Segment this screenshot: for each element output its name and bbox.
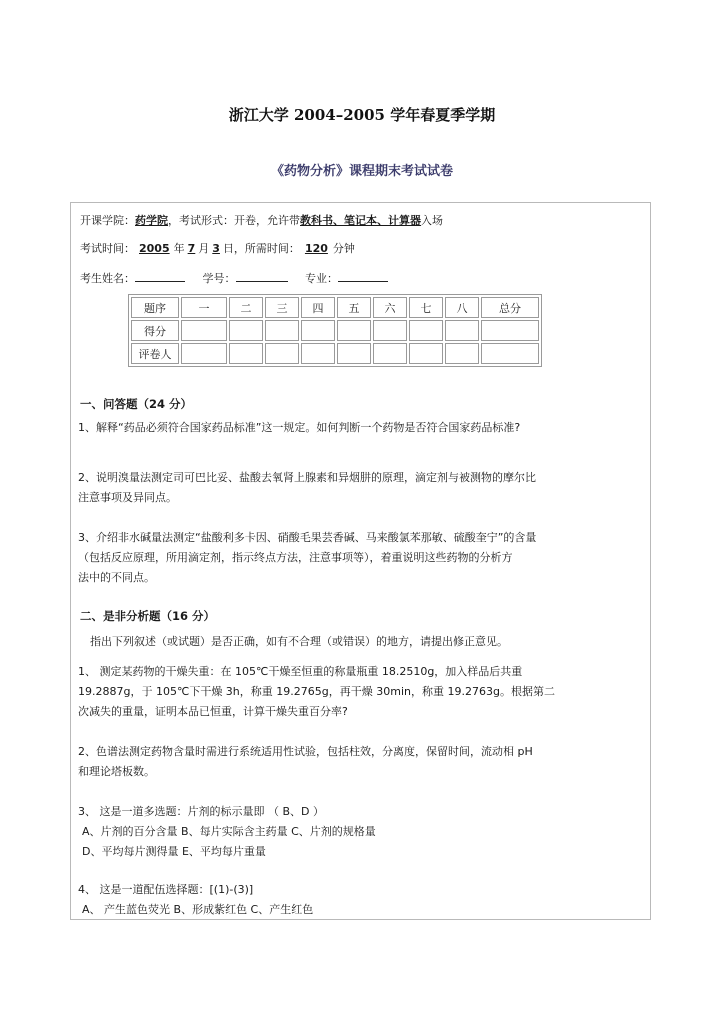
year-value: 2005 xyxy=(139,242,170,255)
section1-q2-line1: 2、说明溴量法测定司可巴比妥、盐酸去氧肾上腺素和异烟肼的原理，滴定剂与被测物的摩尔比 xyxy=(78,471,536,484)
section1-q3-line1: 3、介绍非水碱量法测定“盐酸利多卡因、硝酸毛果芸香碱、马来酸氯苯那敏、硫酸奎宁”的含量 xyxy=(78,531,537,544)
section1-q1: 1、解释“药品必须符合国家药品标准”这一规定。如何判断一个药物是否符合国家药品标准? xyxy=(78,421,521,434)
grader-cell[interactable] xyxy=(181,343,227,364)
id-blank[interactable] xyxy=(236,270,288,282)
header-cell: 总分 xyxy=(481,297,539,318)
year-unit: 年 xyxy=(173,242,185,255)
duration-value: 120 xyxy=(304,242,328,255)
score-cell[interactable] xyxy=(445,320,479,341)
score-row xyxy=(131,320,539,341)
header-cell: 六 xyxy=(373,297,407,318)
form-label: ，考试形式：开卷，允许带 xyxy=(168,214,300,227)
grader-cell[interactable] xyxy=(481,343,539,364)
section2-heading: 二、是非分析题（16 分） xyxy=(80,609,216,623)
college-line xyxy=(80,214,443,228)
grader-cell[interactable] xyxy=(409,343,443,364)
section2-q2-line1: 2、色谱法测定药物含量时需进行系统适用性试验，包括柱效，分离度，保留时间，流动相 pH xyxy=(78,745,533,758)
header-cell: 五 xyxy=(337,297,371,318)
row-label: 得分 xyxy=(131,320,179,341)
major-label: 专业： xyxy=(305,272,338,285)
section2-q3-line3: D、平均每片测得量 E、平均每片重量 xyxy=(82,845,266,858)
grader-cell[interactable] xyxy=(301,343,335,364)
score-cell[interactable] xyxy=(229,320,263,341)
day-unit: 日，所需时间： xyxy=(222,242,300,255)
grader-cell[interactable] xyxy=(337,343,371,364)
grader-row xyxy=(131,343,539,364)
student-line xyxy=(80,270,388,286)
header-cell: 二 xyxy=(229,297,263,318)
header-cell: 一 xyxy=(181,297,227,318)
section2-q4-line1: 4、 这是一道配伍选择题：[(1)-(3)] xyxy=(78,883,254,896)
month-unit: 月 xyxy=(198,242,210,255)
section2-q2-line2: 和理论塔板数。 xyxy=(78,765,155,778)
section2-q3-line1: 3、 这是一道多选题：片剂的标示量即 （ B、D ） xyxy=(78,805,325,818)
header-cell: 七 xyxy=(409,297,443,318)
grader-cell[interactable] xyxy=(373,343,407,364)
section2-intro: 指出下列叙述（或试题）是否正确，如有不合理（或错误）的地方，请提出修正意见。 xyxy=(90,635,508,648)
grader-cell[interactable] xyxy=(445,343,479,364)
college-value: 药学院 xyxy=(135,214,168,227)
section2-q1-line1: 1、 测定某药物的干燥失重：在 105℃干燥至恒重的称量瓶重 18.2510g，加入样品后共重 xyxy=(78,665,523,678)
score-cell[interactable] xyxy=(481,320,539,341)
grader-cell[interactable] xyxy=(229,343,263,364)
section1-q2-line2: 注意事项及异同点。 xyxy=(78,491,177,504)
section2-q4-line2: A、 产生蓝色荧光 B、形成紫红色 C、产生红色 xyxy=(82,903,314,916)
score-cell[interactable] xyxy=(181,320,227,341)
score-cell[interactable] xyxy=(409,320,443,341)
materials-suffix: 入场 xyxy=(421,214,443,227)
header-cell: 四 xyxy=(301,297,335,318)
major-blank[interactable] xyxy=(338,270,388,282)
day-value: 3 xyxy=(212,242,220,255)
month-value: 7 xyxy=(187,242,196,255)
section1-q3-line3: 法中的不同点。 xyxy=(78,571,155,584)
id-label: 学号： xyxy=(202,272,236,285)
header-cell: 题序 xyxy=(131,297,179,318)
score-header-row xyxy=(131,297,539,318)
grader-cell[interactable] xyxy=(265,343,299,364)
header-cell: 三 xyxy=(265,297,299,318)
name-blank[interactable] xyxy=(135,270,185,282)
duration-unit: 分钟 xyxy=(332,242,355,255)
header-cell: 八 xyxy=(445,297,479,318)
row-label: 评卷人 xyxy=(131,343,179,364)
section2-q3-line2: A、片剂的百分含量 B、每片实际含主药量 C、片剂的规格量 xyxy=(82,825,376,838)
name-label: 考生姓名： xyxy=(80,272,135,285)
college-label: 开课学院： xyxy=(80,214,135,227)
score-cell[interactable] xyxy=(373,320,407,341)
score-cell[interactable] xyxy=(301,320,335,341)
materials-value: 教科书、笔记本、计算器 xyxy=(300,214,421,227)
score-cell[interactable] xyxy=(265,320,299,341)
section1-q3-line2: （包括反应原理，所用滴定剂，指示终点方法，注意事项等），着重说明这些药物的分析方 xyxy=(78,551,513,564)
section2-q1-line3: 次减失的重量，证明本品已恒重，计算干燥失重百分率? xyxy=(78,705,348,718)
section2-q1-line2: 19.2887g，于 105℃下干燥 3h，称重 19.2765g，再干燥 30min，称重 19.2763g。根据第二 xyxy=(78,685,555,698)
date-label: 考试时间： xyxy=(80,242,135,255)
score-cell[interactable] xyxy=(337,320,371,341)
exam-title: 浙江大学 2004–2005 学年春夏季学期 xyxy=(228,106,496,124)
score-table xyxy=(128,294,542,367)
date-line xyxy=(80,242,355,256)
exam-subtitle: 《药物分析》课程期末考试试卷 xyxy=(270,164,453,179)
section1-heading: 一、问答题（24 分） xyxy=(80,397,193,411)
